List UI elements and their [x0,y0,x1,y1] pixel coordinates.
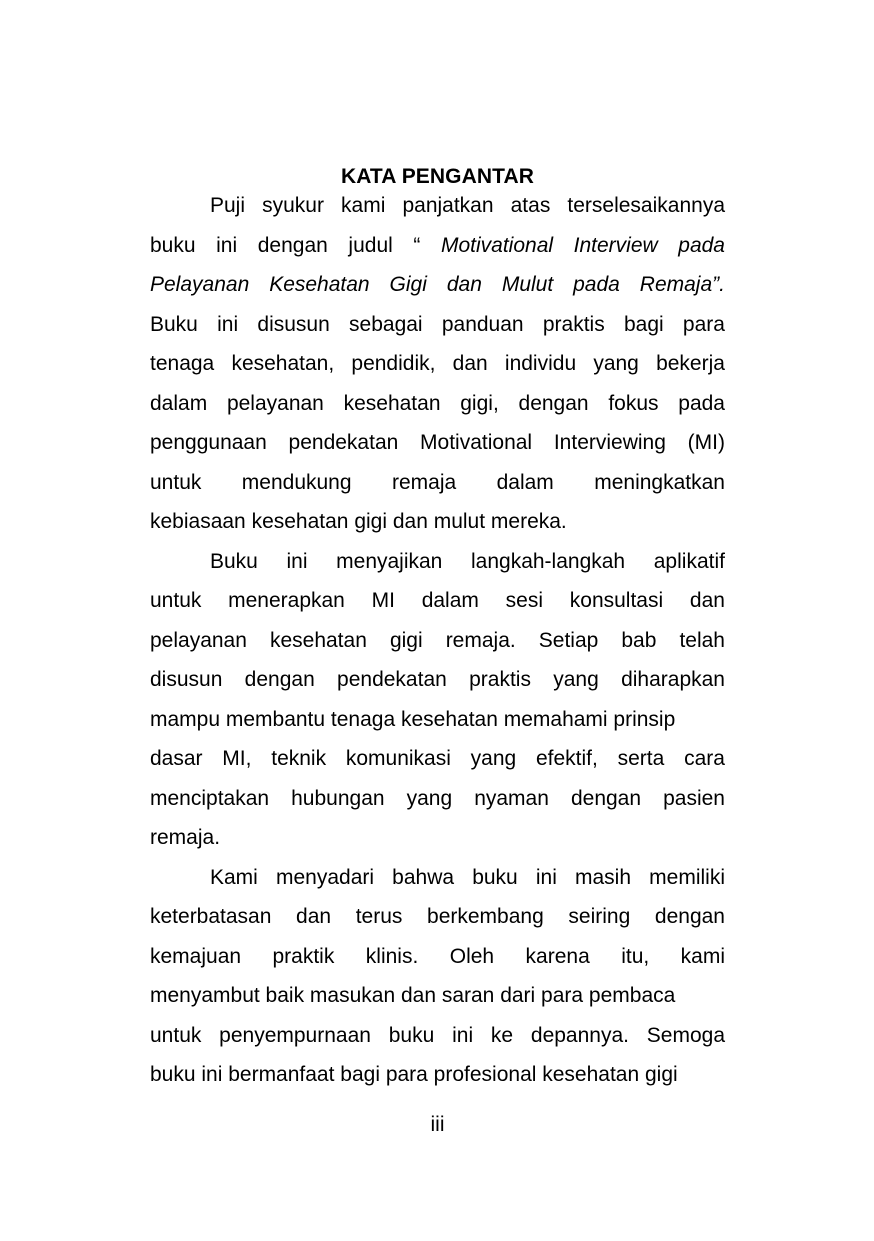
word: Gigi [389,273,427,296]
word: para [682,312,725,336]
word: Kami [210,865,258,889]
word: bab [621,628,657,652]
word: kebiasaan kesehatan gigi dan mulut mereka. [150,510,567,533]
word: dasar [150,747,203,770]
word: sesi [505,589,544,612]
word: disusun [257,312,330,336]
word: MI, [222,747,252,770]
word: praktis [469,668,531,691]
word: meningkatkan [594,470,725,494]
text-line [150,976,725,1016]
word: ke [490,1023,514,1047]
word: Mulut [501,273,554,296]
text-line [150,937,725,977]
word: dengan [257,233,328,257]
word: buku ini bermanfaat bagi para profesional kesehatan gigi [150,1063,678,1086]
word: judul [348,233,393,257]
word: itu, [621,944,650,968]
text-line [150,423,725,463]
word: atas [510,194,551,217]
word: penyempurnaan [219,1023,371,1047]
word: ini [217,312,239,336]
text-line [150,700,725,740]
text-line [150,502,725,542]
word: mampu membantu tenaga kesehatan memahami prinsip [150,707,676,731]
word: pada [573,273,620,296]
word: pelayanan [150,628,247,652]
text-line [150,186,725,226]
word: dan [452,352,488,375]
word: serta [617,747,665,770]
word: dalam [421,589,479,612]
word: praktis [542,312,605,336]
word: depannya. [530,1023,629,1047]
page-number: iii [430,1113,445,1136]
body-text [150,186,725,1095]
word: dengan [654,905,725,928]
word: Buku [150,312,198,336]
word: pada [678,391,725,415]
page-title: KATA PENGANTAR [340,165,535,189]
word: masih [575,865,632,889]
word: komunikasi [345,747,451,770]
word: aplikatif [653,549,725,573]
word: hubungan [291,786,385,810]
word: Oleh [449,944,495,968]
word: ini [286,549,308,573]
word: Motivational [420,431,533,454]
word: menyambut baik masukan dan saran dari para pembaca [150,984,676,1007]
word: buku [388,1023,435,1047]
text-line [150,739,725,779]
word: fokus [608,391,659,415]
word: syukur [262,194,324,217]
word: (MI) [687,431,725,454]
word: untuk [150,1023,202,1047]
word: efektif, [535,747,598,770]
word: untuk [150,470,202,494]
word: pendidik, [351,352,436,375]
word: buku [472,865,518,889]
word: dan [689,589,725,612]
word: pendekatan [288,431,399,454]
text-line [150,226,725,266]
text-line [150,1055,725,1095]
text-line [150,463,725,503]
word: ini [535,865,557,889]
word: dalam [496,470,554,494]
word: pada [678,233,725,257]
word: remaja [391,470,457,494]
paragraph [150,858,725,1095]
word: bekerja [656,352,725,375]
word: ini [216,233,238,257]
word: yang [593,352,639,375]
word: kesehatan [269,628,367,652]
word: Puji [210,194,246,217]
word: kesehatan [343,391,441,415]
word: telah [679,628,725,652]
word: berkembang [427,905,544,928]
text-line [150,542,725,582]
word: kesehatan, [231,352,335,375]
text-line [150,858,725,898]
word: tenaga [150,352,215,375]
word: gigi, [460,391,499,415]
word: teknik [271,747,327,770]
word: bahwa [392,865,455,889]
word: karena [525,944,590,968]
word: langkah-langkah [471,549,626,573]
word: kemajuan [150,944,242,968]
word: individu [504,352,577,375]
word: cara [684,747,725,770]
word: yang [553,668,599,691]
word: Buku [210,549,258,573]
word: menyadari [275,865,375,889]
paragraph [150,542,725,858]
word: pendekatan [337,668,447,691]
word: remaja. [150,826,221,849]
word: pelayanan [226,391,324,415]
word: nyaman [474,786,549,810]
word: Interviewing [553,431,666,454]
text-line [150,660,725,700]
word: bagi [623,312,664,336]
word: terus [355,905,403,928]
word: disusun [150,668,223,691]
word: dan [296,905,332,928]
word: remaja. [445,628,516,652]
word: dan [446,273,482,296]
word: buku [150,233,196,257]
word: klinis. [365,944,419,968]
word: memiliki [649,865,725,889]
paragraph [150,186,725,542]
word: kami [680,944,725,968]
word: Remaja”. [639,273,725,296]
word: kami [341,194,386,217]
word: yang [406,786,453,810]
word: Motivational [440,233,554,257]
word: penggunaan [150,431,267,454]
text-line [150,305,725,345]
word: menciptakan [150,786,270,810]
word: menerapkan [228,589,345,612]
word: Setiap [538,628,599,652]
text-line [150,779,725,819]
word: pasien [663,786,725,810]
text-line [150,344,725,384]
text-line [150,621,725,661]
word: dengan [244,668,315,691]
text-line [150,818,725,858]
text-line [150,384,725,424]
open-quote: “ [413,233,421,257]
word: gigi [389,628,423,652]
word: diharapkan [621,668,725,691]
word: dengan [570,786,642,810]
word: Interview [573,233,658,257]
word: dengan [518,391,589,415]
word: panjatkan [402,194,494,217]
word: yang [470,747,517,770]
word: terselesaikannya [567,194,725,217]
text-line [150,1016,725,1056]
word: konsultasi [569,589,664,612]
word: Kesehatan [269,273,370,296]
word: panduan [441,312,524,336]
word: menyajikan [336,549,443,573]
text-line [150,897,725,937]
word: dalam [150,391,208,415]
word: untuk [150,589,202,612]
word: mendukung [241,470,352,494]
word: seiring [568,905,631,928]
word: Semoga [646,1023,725,1047]
text-line [150,265,725,305]
word: ini [452,1023,474,1047]
word: MI [371,589,395,612]
word: keterbatasan [150,905,272,928]
word: Pelayanan [150,273,250,296]
text-line [150,581,725,621]
word: praktik [272,944,335,968]
word: sebagai [349,312,423,336]
